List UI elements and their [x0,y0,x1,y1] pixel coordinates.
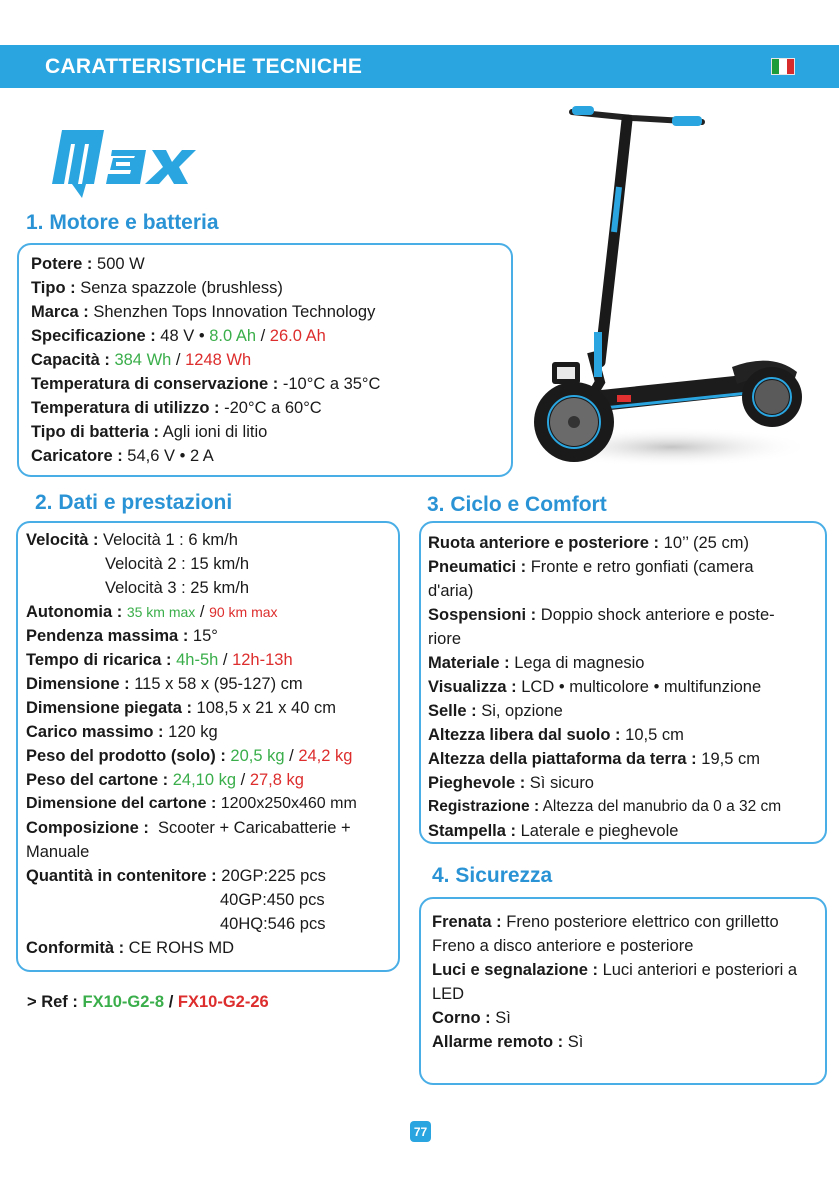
spec-pneumatici-2: d'aria) [428,582,474,600]
spec-composizione: Composizione : Scooter + Caricabatterie + [26,819,351,837]
spec-caricatore: Caricatore : 54,6 V • 2 A [31,447,214,465]
spec-visualizza: Visualizza : LCD • multicolore • multifunzione [428,678,762,696]
spec-conformita: Conformità : CE ROHS MD [26,939,235,957]
spec-peso-cartone: Peso del cartone : 24,10 kg / 27,8 kg [26,771,304,789]
section-box-sicurezza [419,897,827,1085]
page-title: CARATTERISTICHE TECNICHE [45,55,363,78]
spec-velocita-3: Velocità 3 : 25 km/h [105,579,249,597]
spec-autonomia: Autonomia : 35 km max / 90 km max [26,603,278,621]
spec-dimensione-piegata: Dimensione piegata : 108,5 x 21 x 40 cm [26,699,336,717]
spec-frenata: Frenata : Freno posteriore elettrico con grilletto [432,913,779,931]
spec-tipo: Tipo : Senza spazzole (brushless) [31,279,283,297]
spec-potere: Potere : 500 W [31,255,145,273]
spec-ruota: Ruota anteriore e posteriore : 10’’ (25 cm) [428,534,749,552]
spec-marca: Marca : Shenzhen Tops Innovation Technology [31,303,376,321]
spec-peso-prodotto: Peso del prodotto (solo) : 20,5 kg / 24,2 kg [26,747,353,765]
spec-tipo-batteria: Tipo di batteria : Agli ioni di litio [31,423,268,441]
spec-dimensione-cartone: Dimensione del cartone : 1200x250x460 mm [26,795,357,812]
section-box-dati [16,521,400,972]
section-title-dati: 2. Dati e prestazioni [35,491,233,514]
spec-luci-2: LED [432,985,465,1003]
page-number: 77 [410,1121,431,1142]
spec-specificazione: Specificazione : 48 V • 8.0 Ah / 26.0 Ah [31,327,326,345]
section-title-motore: 1. Motore e batteria [26,211,219,234]
spec-sospensioni-2: riore [428,630,462,648]
spec-luci: Luci e segnalazione : Luci anteriori e posteriori a [432,961,797,979]
spec-composizione-2: Manuale [26,843,90,861]
spec-capacita: Capacità : 384 Wh / 1248 Wh [31,351,252,369]
spec-frenata-2: Freno a disco anteriore e posteriore [432,937,694,955]
spec-selle: Selle : Si, opzione [428,702,563,720]
spec-sospensioni: Sospensioni : Doppio shock anteriore e poste- [428,606,775,624]
spec-altezza-piattaforma: Altezza della piattaforma da terra : 19,5 cm [428,750,760,768]
spec-quantita: Quantità in contenitore : 20GP:225 pcs [26,867,326,885]
spec-temp-conservazione: Temperatura di conservazione : -10°C a 35°C [31,375,381,393]
max-logo [42,112,202,200]
spec-pendenza: Pendenza massima : 15° [26,627,218,645]
section-box-motore [17,243,513,477]
spec-pieghevole: Pieghevole : Sì sicuro [428,774,594,792]
section-title-ciclo: 3. Ciclo e Comfort [427,493,607,516]
spec-quantita-3: 40HQ:546 pcs [220,915,326,933]
spec-velocita-2: Velocità 2 : 15 km/h [105,555,249,573]
spec-ricarica: Tempo di ricarica : 4h-5h / 12h-13h [26,651,293,669]
spec-allarme: Allarme remoto : Sì [432,1033,584,1051]
spec-registrazione: Registrazione : Altezza del manubrio da 0 a 32 cm [428,798,782,815]
product-reference: > Ref : FX10-G2-8 / FX10-G2-26 [27,993,269,1011]
spec-corno: Corno : Sì [432,1009,511,1027]
spec-temp-utilizzo: Temperatura di utilizzo : -20°C a 60°C [31,399,322,417]
scooter-image [522,92,812,482]
spec-stampella: Stampella : Laterale e pieghevole [428,822,679,840]
spec-dimensione: Dimensione : 115 x 58 x (95-127) cm [26,675,303,693]
section-title-sicurezza: 4. Sicurezza [432,864,553,887]
spec-materiale: Materiale : Lega di magnesio [428,654,645,672]
italy-flag-icon [771,58,795,75]
header-bar [0,45,839,88]
section-box-ciclo [419,521,827,844]
spec-velocita: Velocità : Velocità 1 : 6 km/h [26,531,238,549]
spec-altezza-libera: Altezza libera dal suolo : 10,5 cm [428,726,684,744]
spec-pneumatici: Pneumatici : Fronte e retro gonfiati (camera [428,558,754,576]
spec-carico: Carico massimo : 120 kg [26,723,218,741]
spec-quantita-2: 40GP:450 pcs [220,891,325,909]
